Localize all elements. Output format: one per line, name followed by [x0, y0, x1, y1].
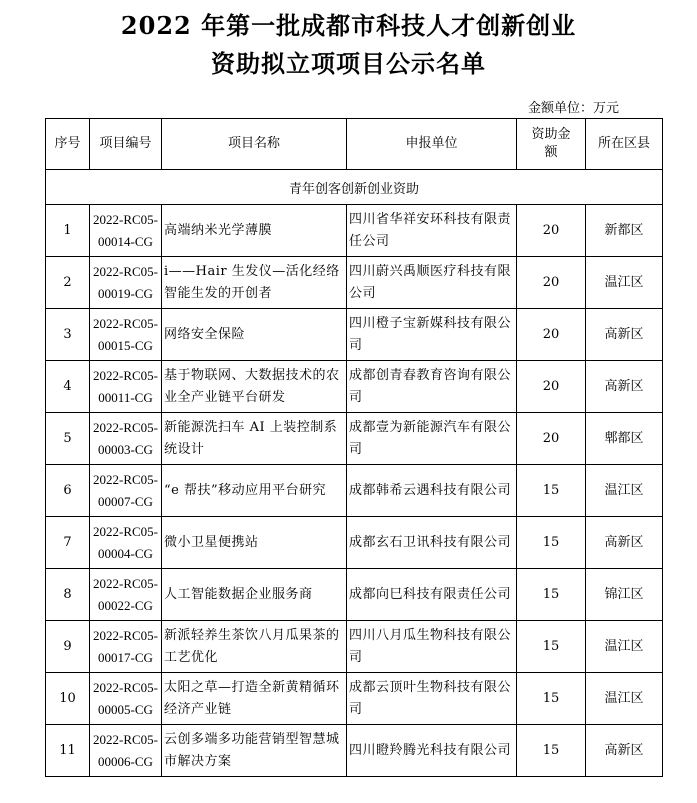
- row-district: 高新区: [586, 309, 663, 361]
- project-table: [45, 118, 663, 777]
- row-district: 郫都区: [586, 413, 663, 465]
- row-amount: 20: [517, 361, 586, 413]
- table-row: [46, 517, 663, 569]
- row-applicant-org: 成都玄石卫讯科技有限公司: [347, 517, 517, 569]
- section-row: [46, 170, 663, 205]
- row-project-code: 2022-RC05-00017-CG: [90, 621, 162, 673]
- row-applicant-org: 四川八月瓜生物科技有限公司: [347, 621, 517, 673]
- row-amount: 20: [517, 205, 586, 257]
- row-district: 高新区: [586, 725, 663, 777]
- row-project-name: 新派轻养生茶饮八月瓜果茶的工艺优化: [162, 621, 347, 673]
- row-project-name: 太阳之草—打造全新黄精循环经济产业链: [162, 673, 347, 725]
- row-no: 8: [46, 569, 90, 621]
- amount-unit-note: 金额单位：万元: [527, 101, 619, 116]
- table-row: [46, 725, 663, 777]
- row-project-code: 2022-RC05-00005-CG: [90, 673, 162, 725]
- row-district: 新都区: [586, 205, 663, 257]
- header-district: 所在区县: [586, 119, 663, 170]
- row-district: 温江区: [586, 257, 663, 309]
- row-applicant-org: 四川省华祥安环科技有限责任公司: [347, 205, 517, 257]
- row-applicant-org: 成都云顶叶生物科技有限公司: [347, 673, 517, 725]
- row-project-code: 2022-RC05-00004-CG: [90, 517, 162, 569]
- table-row: [46, 257, 663, 309]
- row-no: 4: [46, 361, 90, 413]
- header-amount: 资助金额: [517, 119, 586, 170]
- row-project-code: 2022-RC05-00003-CG: [90, 413, 162, 465]
- row-project-code: 2022-RC05-00011-CG: [90, 361, 162, 413]
- row-no: 7: [46, 517, 90, 569]
- row-amount: 15: [517, 569, 586, 621]
- row-project-code: 2022-RC05-00019-CG: [90, 257, 162, 309]
- row-district: 温江区: [586, 465, 663, 517]
- table-row: [46, 309, 663, 361]
- header-org: 申报单位: [347, 119, 517, 170]
- row-district: 高新区: [586, 361, 663, 413]
- row-amount: 20: [517, 309, 586, 361]
- row-district: 温江区: [586, 621, 663, 673]
- table-header-row: [46, 119, 663, 170]
- row-applicant-org: 四川蔚兴禹顺医疗科技有限公司: [347, 257, 517, 309]
- table-row: [46, 413, 663, 465]
- header-no: 序号: [46, 119, 90, 170]
- row-project-name: 网络安全保险: [162, 309, 347, 361]
- row-project-name: i——Hair 生发仪—活化经络智能生发的开创者: [162, 257, 347, 309]
- row-project-code: 2022-RC05-00015-CG: [90, 309, 162, 361]
- row-district: 高新区: [586, 517, 663, 569]
- row-project-name: 云创多端多功能营销型智慧城市解决方案: [162, 725, 347, 777]
- row-no: 5: [46, 413, 90, 465]
- row-amount: 15: [517, 621, 586, 673]
- header-code: 项目编号: [90, 119, 162, 170]
- row-no: 9: [46, 621, 90, 673]
- row-project-name: 新能源洗扫车 AI 上装控制系统设计: [162, 413, 347, 465]
- row-district: 温江区: [586, 673, 663, 725]
- row-no: 3: [46, 309, 90, 361]
- row-project-name: 基于物联网、大数据技术的农业全产业链平台研发: [162, 361, 347, 413]
- row-amount: 15: [517, 725, 586, 777]
- row-project-code: 2022-RC05-00022-CG: [90, 569, 162, 621]
- row-amount: 15: [517, 517, 586, 569]
- row-project-name: 微小卫星便携站: [162, 517, 347, 569]
- row-applicant-org: 四川橙子宝新媒科技有限公司: [347, 309, 517, 361]
- row-amount: 20: [517, 257, 586, 309]
- row-project-name: 人工智能数据企业服务商: [162, 569, 347, 621]
- row-no: 1: [46, 205, 90, 257]
- row-applicant-org: 成都向巳科技有限责任公司: [347, 569, 517, 621]
- row-project-code: 2022-RC05-00007-CG: [90, 465, 162, 517]
- row-project-code: 2022-RC05-00006-CG: [90, 725, 162, 777]
- row-amount: 15: [517, 465, 586, 517]
- row-applicant-org: 成都韩希云遇科技有限公司: [347, 465, 517, 517]
- row-no: 11: [46, 725, 90, 777]
- row-applicant-org: 成都创青春教育咨询有限公司: [347, 361, 517, 413]
- row-amount: 15: [517, 673, 586, 725]
- table-row: [46, 205, 663, 257]
- row-applicant-org: 成都壹为新能源汽车有限公司: [347, 413, 517, 465]
- row-project-name: 高端纳米光学薄膜: [162, 205, 347, 257]
- table-row: [46, 361, 663, 413]
- table-row: [46, 465, 663, 517]
- table-row: [46, 621, 663, 673]
- header-name: 项目名称: [162, 119, 347, 170]
- row-no: 10: [46, 673, 90, 725]
- row-applicant-org: 四川瞪羚腾光科技有限公司: [347, 725, 517, 777]
- table-row: [46, 673, 663, 725]
- document-title-line2: 资助拟立项项目公示名单: [211, 49, 486, 78]
- document-title-line1: 2022 年第一批成都市科技人才创新创业: [120, 11, 577, 40]
- table-row: [46, 569, 663, 621]
- row-district: 锦江区: [586, 569, 663, 621]
- row-no: 6: [46, 465, 90, 517]
- row-amount: 20: [517, 413, 586, 465]
- row-no: 2: [46, 257, 90, 309]
- section-title: 青年创客创新创业资助: [46, 170, 663, 205]
- row-project-code: 2022-RC05-00014-CG: [90, 205, 162, 257]
- row-project-name: “e 帮扶”移动应用平台研究: [162, 465, 347, 517]
